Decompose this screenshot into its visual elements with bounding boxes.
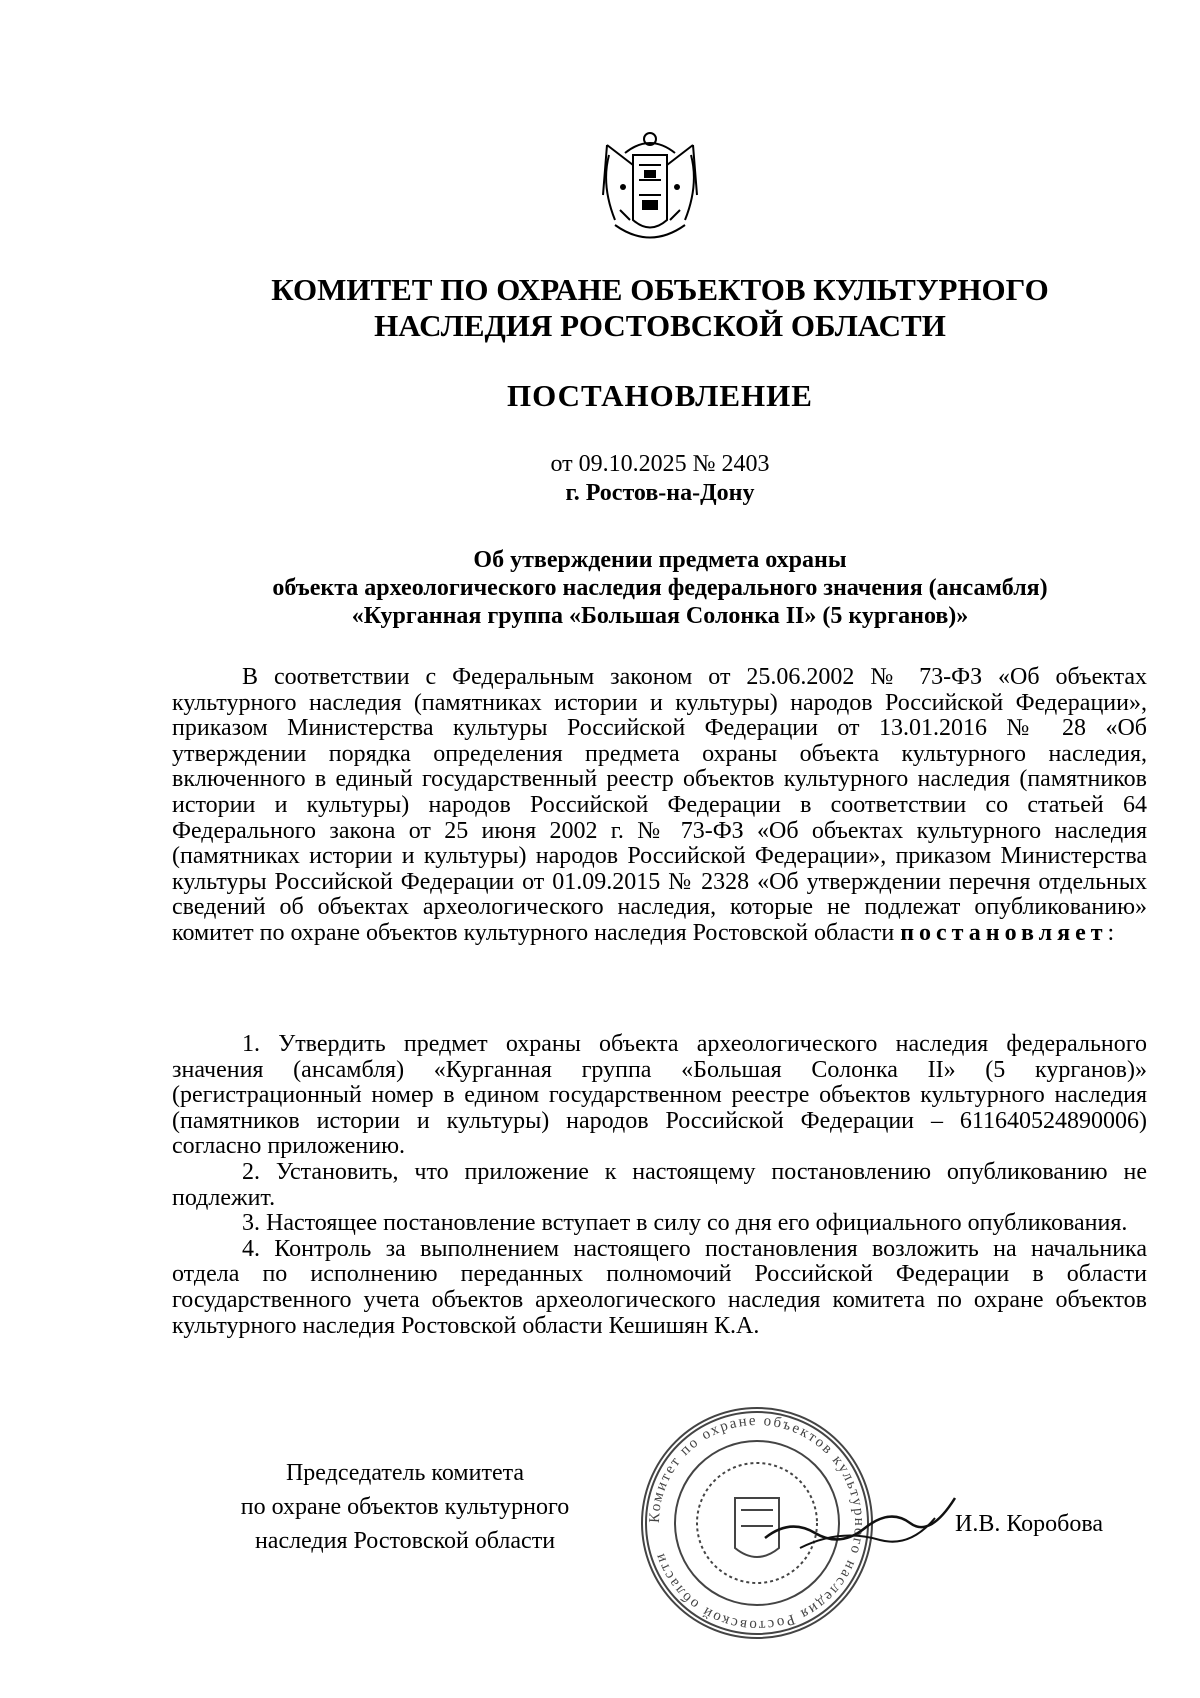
signatory-title-line2: по охране объектов культурного [240, 1494, 570, 1520]
resolution-item: 3. Настоящее постановление вступает в силу со дня его официального опубликования. [242, 1210, 1128, 1237]
signatory-title-line1: Председатель комитета [285, 1460, 525, 1486]
organization-name [0, 272, 1200, 344]
document-date-number: от 09.10.2025 № 2403 [550, 451, 770, 477]
signatory-title [180, 1456, 630, 1558]
document-city: г. Ростов-на-Дону [565, 480, 755, 506]
preamble-colon: : [1107, 919, 1115, 946]
document-type: ПОСТАНОВЛЕНИЕ [507, 378, 813, 413]
resolution-item: 4. Контроль за выполнением настоящего постановления возложить на начальника отдела по исполнению переданных полномочий Российской Федерации в области государственного учета объектов археологического наследия комитета по охране объектов культурного наследия Ростовской области Кешишян К.А. [172, 1235, 1147, 1339]
organization-name-line2: НАСЛЕДИЯ РОСТОВСКОЙ ОБЛАСТИ [374, 308, 946, 343]
resolves-word: постановляет [900, 919, 1108, 946]
resolution-items [172, 1032, 1147, 1339]
preamble-paragraph [172, 665, 1147, 947]
coat-of-arms-emblem [595, 125, 705, 250]
handwritten-signature [760, 1478, 960, 1568]
signatory-title-line3: наследия Ростовской области [254, 1528, 556, 1554]
resolution-item: 1. Утвердить предмет охраны объекта археологического наследия федерального значения (ансамбля) «Курганная группа «Большая Солонка II» (5 курганов)» (регистрационный номер в едином государственном реестре объектов культурного наследия (памятников истории и культуры) народов Российской Федерации – 611640524890006) согласно приложению. [172, 1031, 1147, 1160]
organization-name-line1: КОМИТЕТ ПО ОХРАНЕ ОБЪЕКТОВ КУЛЬТУРНОГО [271, 272, 1049, 307]
resolution-item: 2. Установить, что приложение к настоящему постановлению опубликованию не подлежит. [172, 1158, 1147, 1211]
preamble-text: В соответствии с Федеральным законом от 25.06.2002 № 73-ФЗ «Об объектах культурного наследия (памятниках истории и культуры) народов Российской Федерации», приказом Министерства культуры Российской Федерации от 13.01.2016 № 28 «Об утверждении порядка определения предмета охраны объекта культурного наследия, включенного в единый государственный реестр объектов культурного наследия (памятников истории и культуры) народов Российской Федерации в соответствии со статьей 64 Федерального закона от 25 июня 2002 г. № 73-ФЗ «Об объектах культурного наследия (памятниках истории и культуры) народов Российской Федерации», приказом Министерства культуры Российской Федерации от 01.09.2015 № 2328 «Об утверждении перечня отдельных сведений об объектах археологического наследия, которые не подлежат опубликованию» комитет по охране объектов культурного наследия Ростовской области [172, 664, 1147, 946]
document-title-line3: «Курганная группа «Большая Солонка II» (5 курганов)» [351, 603, 969, 629]
document-title [0, 546, 1200, 630]
stamp-text: Комитет по охране объектов культурного наследия Ростовской области [646, 1412, 868, 1634]
signatory-name: И.В. Коробова [955, 1511, 1104, 1537]
document-title-line1: Об утверждении предмета охраны [473, 547, 847, 573]
document-title-line2: объекта археологического наследия федерального значения (ансамбля) [272, 575, 1048, 601]
